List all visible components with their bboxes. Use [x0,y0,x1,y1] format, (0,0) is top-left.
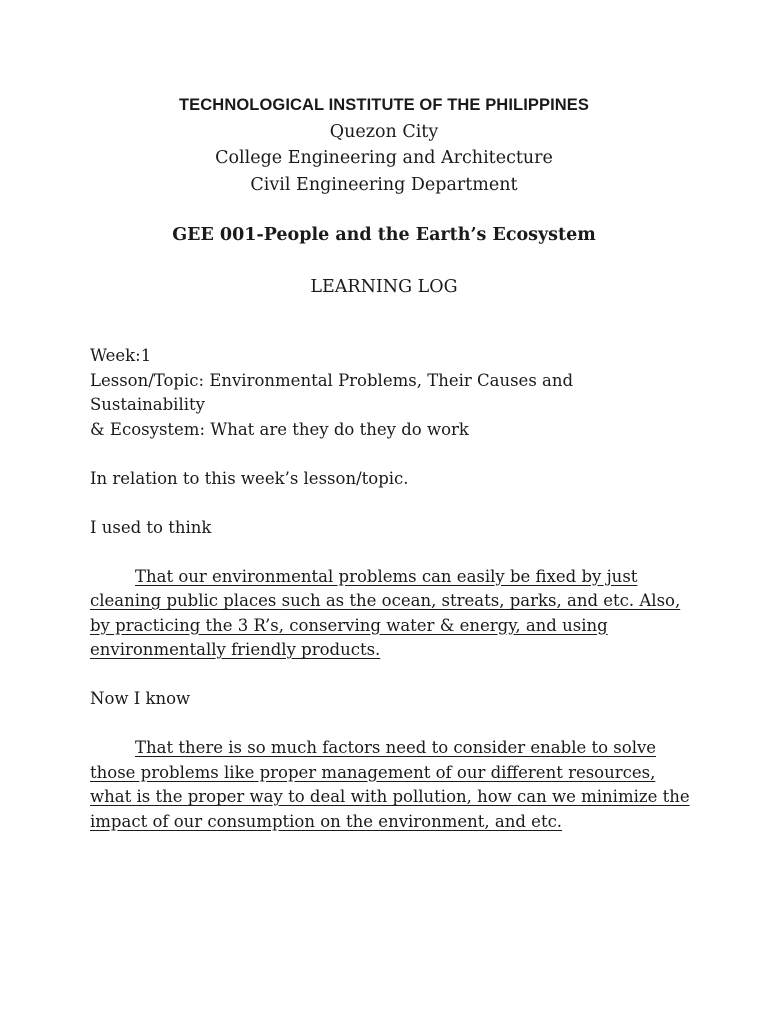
now-i-know-heading: Now I know [90,689,191,708]
relation-statement: In relation to this week’s lesson/topic. [90,468,409,488]
learning-log-body [90,344,690,834]
week-label: Week:1 [90,346,152,365]
spacer [90,442,690,467]
topic-line-2: & Ecosystem: What are they do they do work [90,419,469,439]
spacer [90,540,690,565]
spacer [90,712,690,737]
used-to-think-paragraph: That our environmental problems can easily be fixed by just cleaning public places such as the ocean, streats, parks, and etc. Also, by practicing the 3 R’s, conserving water & energy, and using environmentally friendly products. [90,566,681,659]
course-title: GEE 001-People and the Earth’s Ecosystem [172,225,596,245]
department-name: Civil Engineering Department [250,174,518,195]
used-to-think-heading: I used to think [90,517,212,537]
spacer [90,491,690,516]
city-name: Quezon City [329,121,439,142]
now-i-know-paragraph: That there is so much factors need to consider enable to solve those problems like proper management of our different resources, what is the proper way to deal with pollution, how can we minimize the impact of our consumption on the environment, and etc. [90,738,690,831]
college-name: College Engineering and Architecture [215,148,553,168]
topic-line-1: Lesson/Topic: Environmental Problems, Their Causes and Sustainability [90,370,574,414]
institution-name: TECHNOLOGICAL INSTITUTE OF THE PHILIPPINES [179,96,589,114]
spacer [90,663,690,688]
document-header [0,92,768,198]
document-type-title: LEARNING LOG [310,277,458,297]
